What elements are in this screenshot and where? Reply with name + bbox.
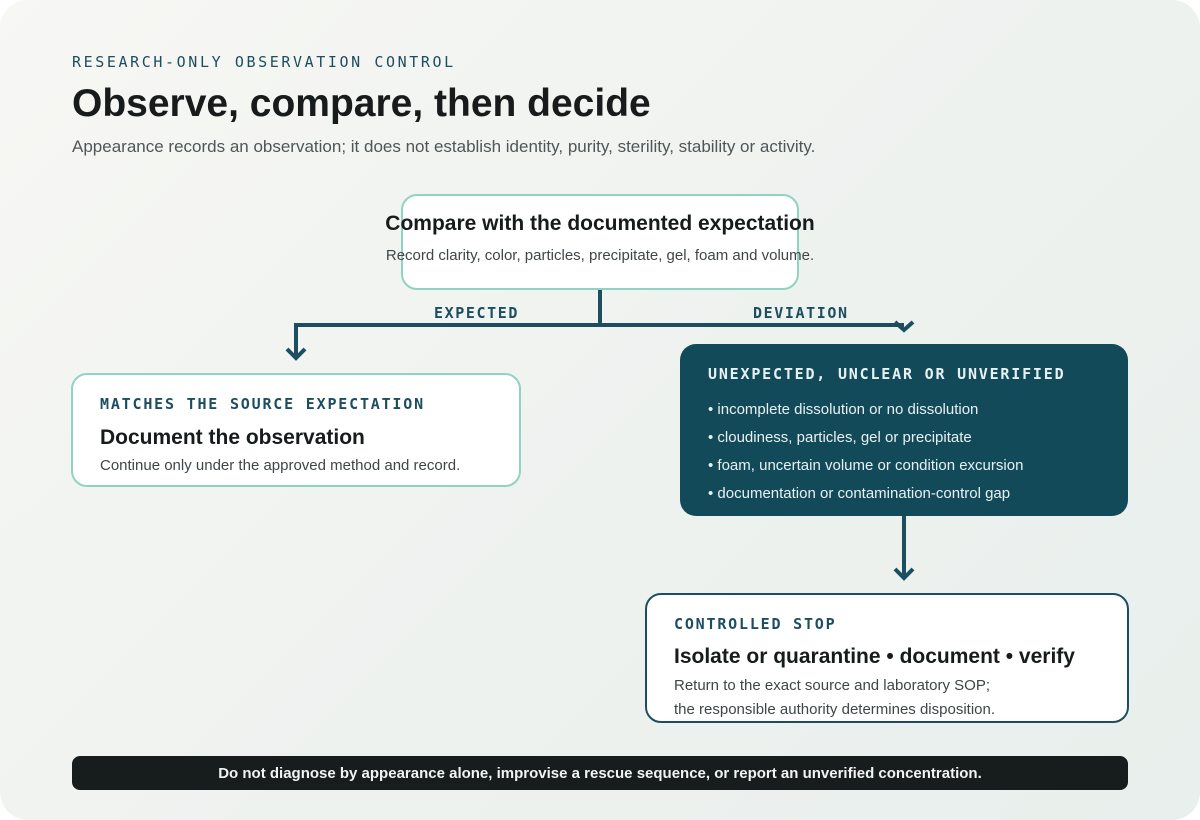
- list-item: • documentation or contamination-control gap: [708, 485, 1011, 502]
- unexpected-node-list: [708, 398, 1023, 510]
- list-item: • foam, uncertain volume or condition excursion: [708, 457, 1024, 474]
- match-node-heading: MATCHES THE SOURCE EXPECTATION: [100, 395, 425, 413]
- stop-node-text-line1: Return to the exact source and laboratory SOP;: [674, 677, 991, 694]
- page-subtitle: Appearance records an observation; it does not establish identity, purity, sterility, stability or activity.: [72, 137, 816, 156]
- compare-node: [401, 194, 799, 290]
- compare-node-text: Record clarity, color, particles, precipitate, gel, foam and volume.: [385, 247, 815, 264]
- footer-warning-text: Do not diagnose by appearance alone, improvise a rescue sequence, or report an unverified concentration.: [218, 764, 982, 782]
- footer-warning-bar: [72, 756, 1128, 790]
- stop-node-text-line2: the responsible authority determines disposition.: [674, 701, 996, 718]
- stop-node-heading: CONTROLLED STOP: [674, 615, 837, 633]
- eyebrow-label: RESEARCH-ONLY OBSERVATION CONTROL: [72, 53, 456, 71]
- stop-node-title: Isolate or quarantine • document • verify: [674, 645, 1075, 668]
- page-title: Observe, compare, then decide: [72, 82, 651, 125]
- list-item: • cloudiness, particles, gel or precipitate: [708, 429, 972, 446]
- match-node-text: Continue only under the approved method and record.: [100, 457, 461, 474]
- match-node-title: Document the observation: [100, 426, 365, 449]
- deviation-branch-label: DEVIATION: [753, 304, 849, 322]
- expected-branch-label: EXPECTED: [434, 304, 520, 322]
- unexpected-node-heading: UNEXPECTED, UNCLEAR OR UNVERIFIED: [708, 365, 1066, 383]
- list-item: • incomplete dissolution or no dissolution: [708, 401, 979, 418]
- compare-node-title: Compare with the documented expectation: [385, 212, 815, 235]
